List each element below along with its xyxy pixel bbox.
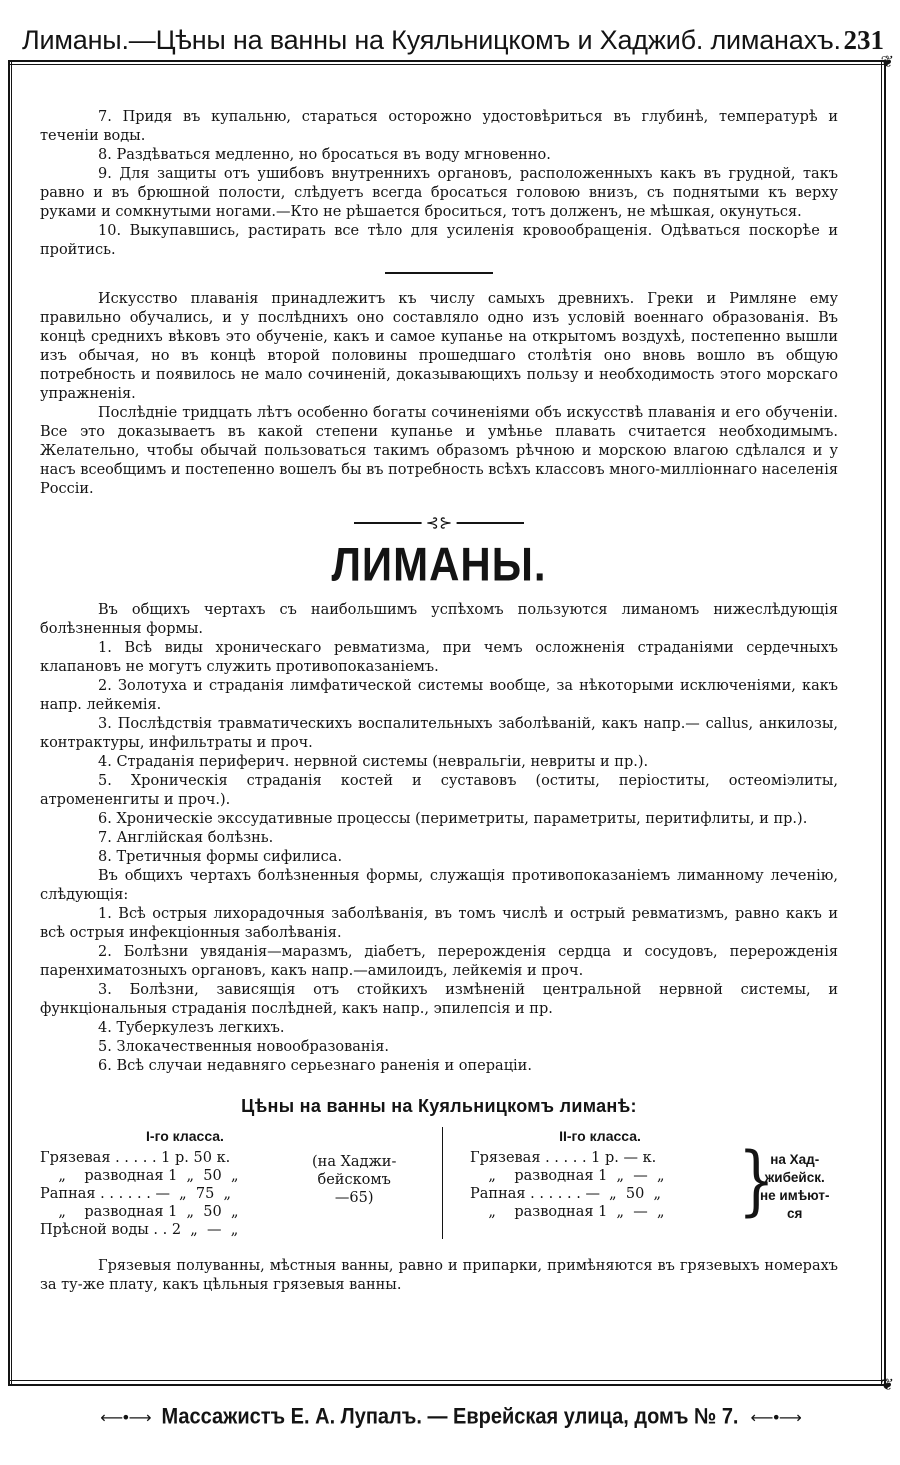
- section-title: ЛИМАНЫ.: [331, 538, 547, 591]
- list-item: 5. Хроническія страданія костей и суставовъ (оститы, періоститы, остеоміэлиты, атромененгиты и проч.).: [40, 773, 838, 808]
- rule-item: 9. Для защиты отъ ушибовъ внутреннихъ органовъ, расположенныхъ какъ въ грудной, такъ равно и въ брюшной полости, слѣдуетъ всегда бросаться головою внизъ, съ поднятыми къ верху руками и сомкнутыми ногами.—Кто не рѣшается броситься, тотъ долженъ, не мѣшкая, окунуться.: [40, 166, 838, 220]
- price-row: „ разводная 1 „ 50 „: [40, 1204, 239, 1220]
- prices-heading: Цѣны на ванны на Куяльницкомъ лиманѣ:: [241, 1096, 637, 1116]
- list-item: 8. Третичныя формы сифилиса.: [98, 849, 343, 865]
- price-row: „ разводная 1 „ — „: [470, 1204, 665, 1220]
- page-header: [22, 14, 884, 56]
- ornament-right-icon: ⟵•⟶: [750, 1407, 800, 1427]
- price-row: Грязевая . . . . . 1 р. 50 к.: [40, 1150, 231, 1166]
- list-item: 2. Золотуха и страданія лимфатической системы вообще, за нѣкоторыми исключеніями, какъ напр. лейкемія.: [40, 678, 838, 713]
- price-note: (на Хаджи- бейскомъ —65): [312, 1154, 397, 1206]
- ornamental-divider: [354, 513, 524, 532]
- frame-right-rule-thin: [881, 60, 882, 1386]
- column-separator: [442, 1127, 443, 1239]
- list-item: 4. Страданія периферич. нервной системы (невральгіи, невриты и пр.).: [98, 754, 649, 770]
- paragraph: Искусство плаванія принадлежитъ къ числу самыхъ древнихъ. Греки и Римляне ему правильно обучались, и у послѣднихъ оно составляло одно изъ условій военнаго образованія. Въ концѣ среднихъ вѣковъ это обученіе, какъ и самое купанье на открытомъ воздухѣ, постепенно вышли изъ обычая, но въ концѣ второй половины прошедшаго столѣтія оно вновь вошло въ общую потребность и появилось не мало сочиненій, доказывающихъ пользу и необходимость этого морскаго упражненія.: [40, 291, 838, 402]
- intro-paragraph: Въ общихъ чертахъ болѣзненныя формы, служащія противопоказаніемъ лиманному леченію, слѣдующія:: [40, 868, 838, 903]
- ornament-icon: ⊰⊱: [422, 513, 457, 532]
- bathing-rules: [40, 108, 838, 260]
- frame-left-rule-thin: [11, 60, 12, 1386]
- advertisement-footer: [0, 1400, 900, 1434]
- advertisement-text: Массажистъ Е. А. Лупалъ. — Еврейская улица, домъ № 7.: [161, 1404, 739, 1429]
- price-row: „ разводная 1 „ — „: [470, 1168, 665, 1184]
- frame-bottom-rule-thin: [8, 1380, 886, 1381]
- section-divider: [385, 272, 493, 274]
- list-item: 7. Англійская болѣзнь.: [98, 830, 274, 846]
- frame-right-rule: [884, 60, 886, 1386]
- price-row: Грязевая . . . . . 1 р. — к.: [470, 1150, 657, 1166]
- rule-item: 10. Выкупавшись, растирать все тѣло для усиленія кровообращенія. Одѣваться поскорѣе и пройтись.: [40, 223, 838, 258]
- list-item: 1. Всѣ острыя лихорадочныя заболѣванія, въ томъ числѣ и острый ревматизмъ, равно какъ и всѣ острыя инфекціонныя заболѣванія.: [40, 906, 838, 941]
- corner-ornament-icon: ❦: [880, 52, 894, 71]
- list-item: 6. Хроническіе экссудативные процессы (периметриты, параметриты, перитифлиты, и пр.).: [98, 811, 808, 827]
- price-note: на Хад- жибейск. не имѣют- ся: [760, 1152, 830, 1221]
- prices-footnote: Грязевыя полуванны, мѣстныя ванны, равно и припарки, примѣняются въ грязевыхъ номерахъ за ту-же плату, какъ цѣльныя грязевыя ванны.: [40, 1258, 838, 1293]
- list-item: 3. Болѣзни, зависящія отъ стойкихъ измѣненій центральной нервной системы, и функціональныя страданія послѣдней, какъ напр., эпилепсія и пр.: [40, 982, 838, 1017]
- list-item: 6. Всѣ случаи недавняго серьезнаго раненія и операціи.: [98, 1058, 532, 1074]
- class-title: II-го класса.: [559, 1128, 641, 1144]
- price-table: [40, 1127, 838, 1257]
- rule-item: 8. Раздѣваться медленно, но бросаться въ воду мгновенно.: [98, 147, 551, 163]
- frame-bottom-rule: [8, 1384, 886, 1386]
- rule-item: 7. Придя въ купальню, стараться осторожно удостовѣриться въ глубинѣ, температурѣ и теченіи воды.: [40, 109, 838, 144]
- price-row: Рапная . . . . . . — „ 50 „: [470, 1186, 662, 1202]
- price-row: Прѣсной воды . . 2 „ — „: [40, 1222, 239, 1238]
- intro-paragraph: Въ общихъ чертахъ съ наибольшимъ успѣхомъ пользуются лиманомъ нижеслѣдующія болѣзненныя формы.: [40, 602, 838, 637]
- page-number: 231: [843, 25, 884, 55]
- list-item: 1. Всѣ виды хроническаго ревматизма, при чемъ осложненія страданіями сердечныхъ клапановъ не могутъ служить противопоказаніемъ.: [40, 640, 838, 675]
- corner-ornament-icon: ❦: [880, 1375, 894, 1394]
- frame-left-rule: [8, 60, 10, 1386]
- list-item: 2. Болѣзни увяданія—маразмъ, діабетъ, перерожденія сердца и сосудовъ, перерожденія паренхиматозныхъ органовъ, какъ напр.—амилоидъ, лейкемія и проч.: [40, 944, 838, 979]
- price-column-class-2: [470, 1127, 850, 1225]
- paragraph: Послѣдніе тридцать лѣтъ особенно богаты сочиненіями объ искусствѣ плаванія и его обученіи. Все это доказываетъ въ какой степени купанье и умѣнье плавать считается необходимымъ. Желательно, чтобы обычай пользоваться такимъ образомъ рѣчною и морскою влагою сдѣлался и у насъ всеобщимъ и постепенно вошелъ бы въ потребность всѣхъ классовъ много-милліоннаго населенія Россіи.: [40, 405, 838, 497]
- list-item: 5. Злокачественныя новообразованія.: [98, 1039, 389, 1055]
- contraindications-section: [40, 867, 838, 1076]
- indications-section: [40, 601, 838, 867]
- frame-top-rule: [8, 60, 886, 62]
- class-title: I-го класса.: [146, 1128, 224, 1144]
- brace-icon: }: [738, 1135, 775, 1225]
- price-column-class-1: [40, 1127, 430, 1239]
- price-row: Рапная . . . . . . — „ 75 „: [40, 1186, 232, 1202]
- ornament-left-icon: ⟵•⟶: [100, 1407, 150, 1427]
- list-item: 4. Туберкулезъ легкихъ.: [98, 1020, 285, 1036]
- swimming-section: [40, 290, 838, 499]
- frame-top-rule-thin: [8, 64, 886, 65]
- main-content: [40, 108, 838, 1295]
- price-row: „ разводная 1 „ 50 „: [40, 1168, 239, 1184]
- list-item: 3. Послѣдствія травматическихъ воспалительныхъ заболѣваній, какъ напр.— callus, анкилозы, контрактуры, инфильтраты и проч.: [40, 716, 838, 751]
- running-head: Лиманы.—Цѣны на ванны на Куяльницкомъ и Хаджиб. лиманахъ.: [22, 25, 841, 55]
